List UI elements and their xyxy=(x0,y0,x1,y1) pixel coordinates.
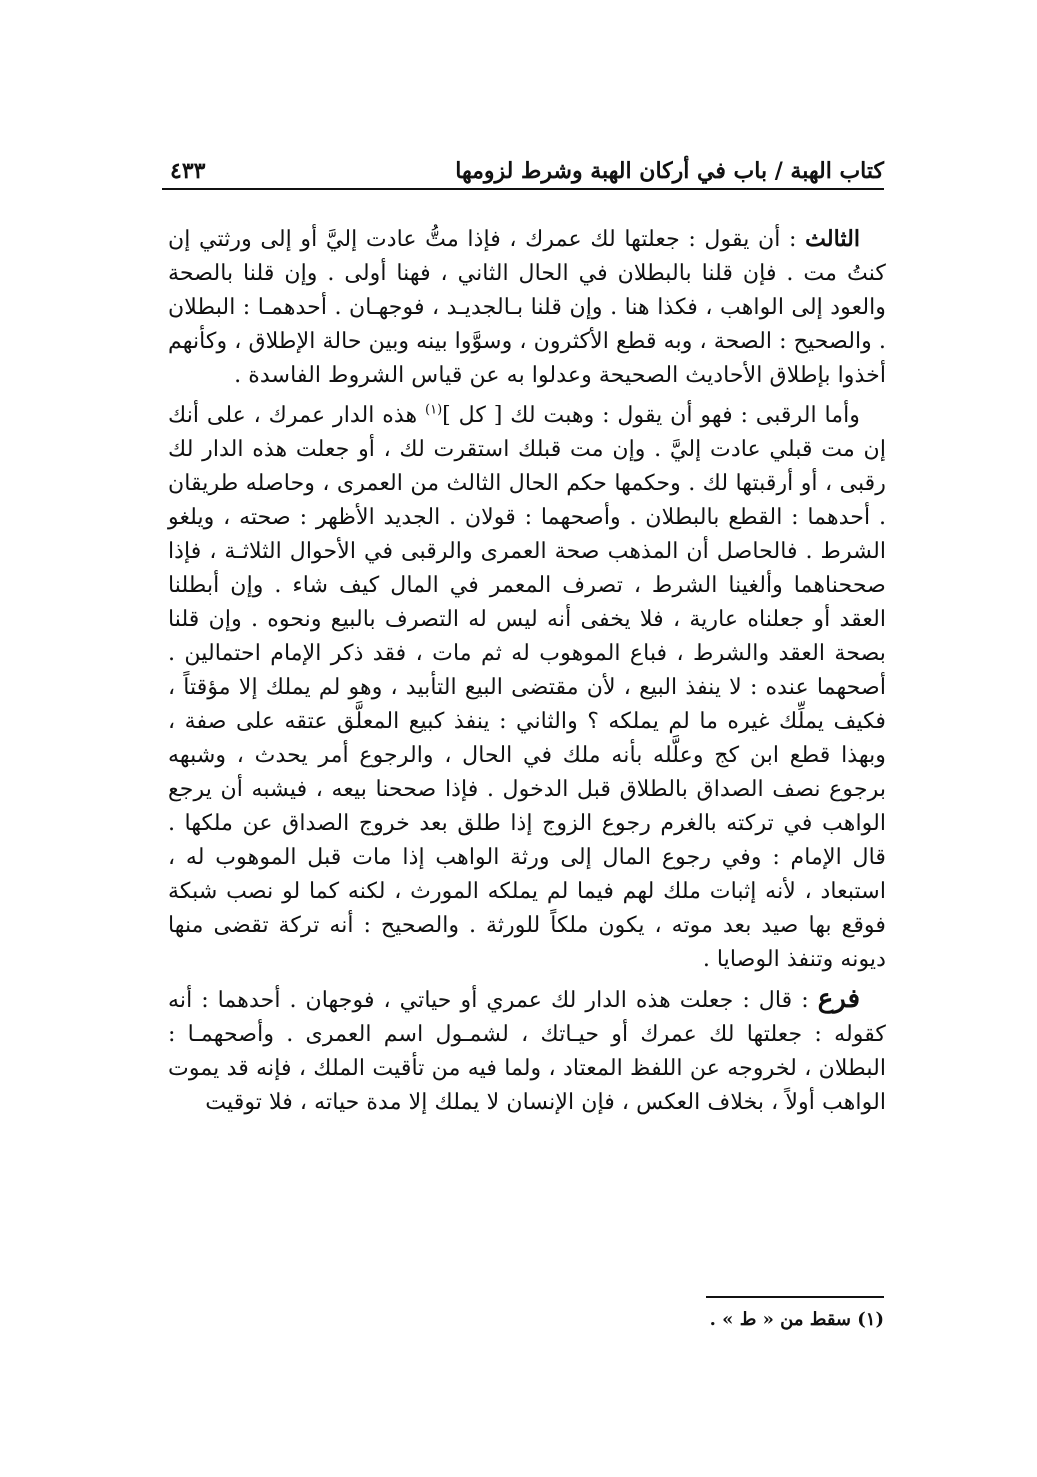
paragraph-branch xyxy=(168,982,886,1119)
paragraph-text-before-ref: وأما الرقبى : فهو أن يقول : وهبت لك [ كل ] xyxy=(442,402,860,428)
paragraph-ruqba xyxy=(168,398,886,976)
running-title: كتاب الهبة / باب في أركان الهبة وشرط لزومها xyxy=(455,158,884,184)
footnote: (١) سقط من « ط » . xyxy=(709,1309,884,1330)
paragraph-lead: الثالث xyxy=(805,226,860,252)
page-header xyxy=(170,148,884,184)
page-number: ٤٣٣ xyxy=(170,158,206,184)
footnote-reference: (١) xyxy=(425,402,443,418)
paragraph-text: : قال : جعلت هذه الدار لك عمري أو حياتي ، فوجهان . أحدهما : أنه كقوله : جعلتها لك عمرك أو حيـاتك ، لشمـول اسم العمرى . وأصحهمـا : البطلان ، لخروجه عن اللفظ المعتاد ، ولما فيه من تأقيت الملك ، فإنه قد يموت الواهب أولاً ، بخلاف العكس ، فإن الإنسان لا يملك إلا مدة حياته ، فلا توقيت xyxy=(168,987,886,1115)
header-divider xyxy=(162,188,884,190)
paragraph-third-case xyxy=(168,222,886,392)
paragraph-text: : أن يقول : جعلتها لك عمرك ، فإذا متُّ عادت إليَّ أو إلى ورثتي إن كنتُ مت . فإن قلنا بالبطلان في الحال الثاني ، فهنا أولى . وإن قلنا بالصحة والعود إلى الواهب ، فكذا هنا . وإن قلنا بـالجديـد ، فوجهـان . أحدهمـا : البطلان . والصحيح : الصحة ، وبه قطع الأكثرون ، وسوَّوا بينه وبين حالة الإطلاق ، وكأنهم أخذوا بإطلاق الأحاديث الصحيحة وعدلوا به عن قياس الشروط الفاسدة . xyxy=(168,226,886,388)
paragraph-text-after-ref: هذه الدار عمرك ، على أنك إن مت قبلي عادت إليَّ . وإن مت قبلك استقرت لك ، أو جعلت هذه الدار لك رقبى ، أو أرقبتها لك . وحكمها حكم الحال الثالث من العمرى ، وحاصله طريقان . أحدهما : القطع بالبطلان . وأصحهما : قولان . الجديد الأظهر : صحته ، ويلغو الشرط . فالحاصل أن المذهب صحة العمرى والرقبى في الأحوال الثلاثـة ، فإذا صححناهما وألغينا الشرط ، تصرف المعمر في المال كيف شاء . وإن أبطلنا العقد أو جعلناه عارية ، فلا يخفى أنه ليس له التصرف بالبيع ونحوه . وإن قلنا بصحة العقد والشرط ، فباع الموهوب له ثم مات ، فقد ذكر الإمام احتمالين . أصحهما عنده : لا ينفذ البيع ، لأن مقتضى البيع التأبيد ، وهو لم يملك إلا مؤقتاً ، فكيف يملِّك غيره ما لم يملكه ؟ والثاني : ينفذ كبيع المعلَّق عتقه على صفة ، وبهذا قطع ابن كج وعلَّله بأنه ملك في الحال ، والرجوع أمر يحدث ، وشبهه برجوع نصف الصداق بالطلاق قبل الدخول . فإذا صححنا بيعه ، فيشبه أن يرجع الواهب في تركته بالغرم رجوع الزوج إذا طلق بعد خروج الصداق عن ملكها . قال الإمام : وفي رجوع المال إلى ورثة الواهب إذا مات قبل الموهوب له ، استبعاد ، لأنه إثبات ملك لهم فيما لم يملكه المورث ، لكنه كما لو نصب شبكة فوقع بها صيد بعد موته ، يكون ملكاً للورثة . والصحيح : أنه تركة تقضى منها ديونه وتنفذ الوصايا . xyxy=(168,402,886,972)
main-text xyxy=(168,222,886,1125)
paragraph-lead: فرع xyxy=(817,984,860,1014)
footnote-divider xyxy=(706,1296,884,1298)
